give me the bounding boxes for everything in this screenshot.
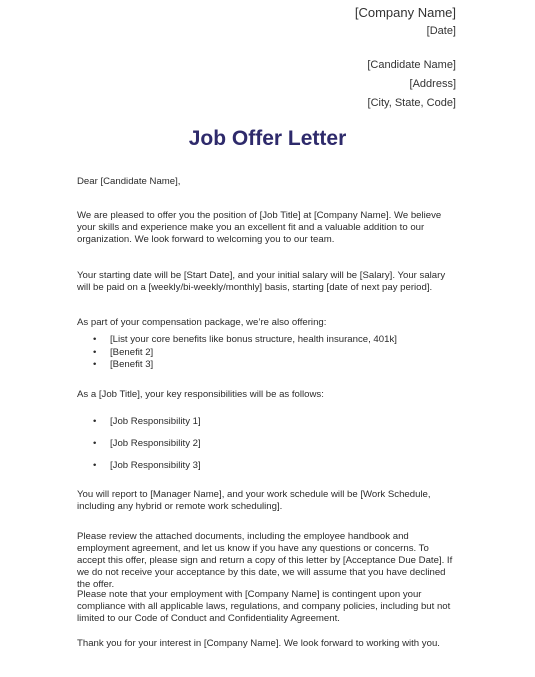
recipient-name: [Candidate Name] bbox=[367, 59, 456, 71]
responsibility-text: [Job Responsibility 1] bbox=[110, 416, 201, 427]
benefits-list bbox=[77, 334, 459, 372]
responsibility-text: [Job Responsibility 2] bbox=[110, 438, 201, 449]
recipient-address: [Address] bbox=[409, 78, 456, 90]
salary-paragraph: Your starting date will be [Start Date], and your initial salary will be [Salary]. Your salary will be paid on a [weekly/bi-weekly/monthly] basis, starting [date of next pay period]. bbox=[77, 270, 446, 293]
letter-date: [Date] bbox=[426, 25, 456, 37]
bullet-icon: • bbox=[93, 416, 97, 427]
bullet-icon: • bbox=[93, 438, 97, 449]
benefit-text: [Benefit 3] bbox=[110, 359, 154, 370]
benefit-text: [Benefit 2] bbox=[110, 346, 154, 358]
compliance-paragraph: Please note that your employment with [Company Name] is contingent upon your compliance with all applicable laws, regulations, and company policies, including but not limited to our Code of Conduct and Confidentiality Agreement. bbox=[77, 589, 451, 624]
recipient-city-state-code: [City, State, Code] bbox=[367, 97, 456, 109]
closing-paragraph: Thank you for your interest in [Company Name]. We look forward to working with you. bbox=[77, 638, 440, 649]
responsibility-text: [Job Responsibility 3] bbox=[110, 460, 201, 471]
bullet-icon: • bbox=[93, 359, 97, 370]
bullet-icon: • bbox=[93, 334, 97, 345]
list-item bbox=[77, 347, 459, 360]
company-name: [Company Name] bbox=[354, 5, 456, 20]
recipient-block bbox=[367, 56, 456, 113]
list-item bbox=[77, 334, 459, 347]
greeting: Dear [Candidate Name], bbox=[77, 176, 181, 187]
benefit-text: [List your core benefits like bonus structure, health insurance, 401k] bbox=[110, 334, 397, 345]
benefits-intro: As part of your compensation package, we’re also offering: bbox=[77, 317, 327, 328]
reporting-paragraph: You will report to [Manager Name], and your work schedule will be [Work Schedule, including any hybrid or remote work scheduling]. bbox=[77, 489, 431, 512]
responsibilities-list bbox=[77, 416, 459, 482]
page-title: Job Offer Letter bbox=[188, 127, 347, 150]
intro-paragraph: We are pleased to offer you the position of [Job Title] at [Company Name]. We believe your skills and experience make you an excellent fit and a valuable addition to our organization. We look forward to welcoming you to our team. bbox=[77, 210, 442, 245]
list-item bbox=[77, 438, 459, 449]
bullet-icon: • bbox=[93, 346, 97, 358]
list-item bbox=[77, 359, 459, 372]
list-item bbox=[77, 416, 459, 427]
list-item bbox=[77, 460, 459, 471]
bullet-icon: • bbox=[93, 460, 97, 471]
responsibilities-intro: As a [Job Title], your key responsibilities will be as follows: bbox=[77, 389, 324, 400]
review-paragraph: Please review the attached documents, including the employee handbook and employment agreement, and let us know if you have any questions or concerns. To accept this offer, please sign and return a copy of this letter by [Acceptance Due Date]. If we do not receive your acceptance by this date, we will assume that you have declined the offer. bbox=[77, 531, 453, 590]
